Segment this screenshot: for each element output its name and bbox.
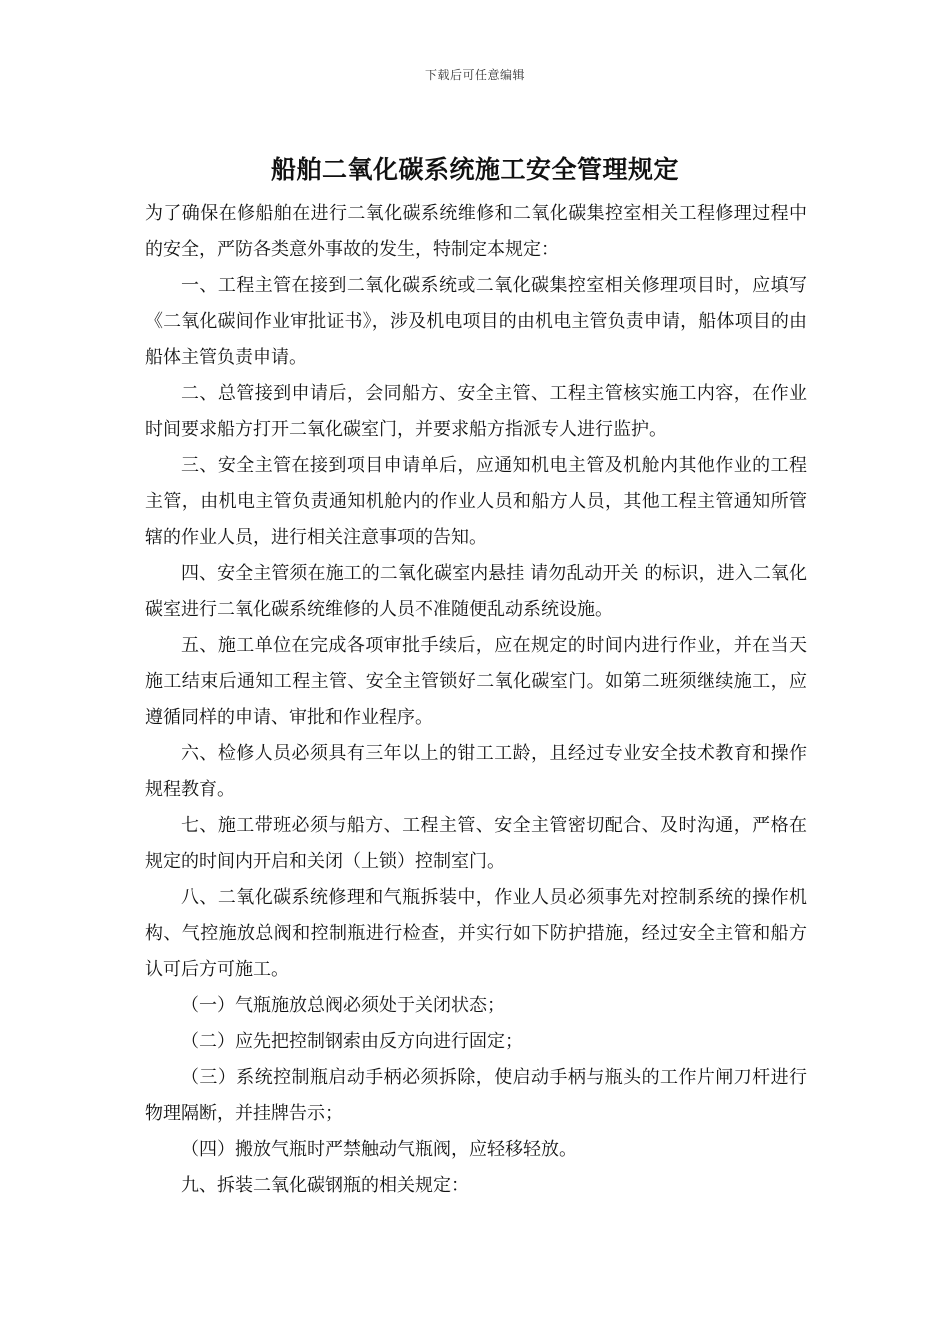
- sub-item-3: （三）系统控制瓶启动手柄必须拆除，使启动手柄与瓶头的工作片闸刀杆进行物理隔断，并挂牌告示；: [145, 1067, 807, 1124]
- clause-6: 六、检修人员必须具有三年以上的钳工工龄，且经过专业安全技术教育和操作规程教育。: [145, 743, 807, 800]
- document-body: [145, 196, 807, 1204]
- sub-item-2: （二）应先把控制钢索由反方向进行固定；: [181, 1031, 523, 1052]
- clause-5: 五、施工单位在完成各项审批手续后，应在规定的时间内进行作业，并在当天施工结束后通知工程主管、安全主管锁好二氧化碳室门。如第二班须继续施工，应遵循同样的申请、审批和作业程序。: [145, 635, 807, 728]
- clause-7: 七、施工带班必须与船方、工程主管、安全主管密切配合、及时沟通，严格在规定的时间内开启和关闭（上锁）控制室门。: [145, 815, 807, 872]
- clause-2: 二、总管接到申请后，会同船方、安全主管、工程主管核实施工内容，在作业时间要求船方打开二氧化碳室门，并要求船方指派专人进行监护。: [145, 383, 807, 440]
- clause-8: 八、二氧化碳系统修理和气瓶拆装中，作业人员必须事先对控制系统的操作机构、气控施放总阀和控制瓶进行检查，并实行如下防护措施，经过安全主管和船方认可后方可施工。: [145, 887, 807, 980]
- document-title: 船舶二氧化碳系统施工安全管理规定: [270, 155, 679, 184]
- header-note: 下载后可任意编辑: [424, 68, 525, 82]
- sub-item-4: （四）搬放气瓶时严禁触动气瓶阀，应轻移轻放。: [181, 1139, 577, 1160]
- sub-item-1: （一）气瓶施放总阀必须处于关闭状态；: [181, 995, 505, 1016]
- clause-3: 三、安全主管在接到项目申请单后，应通知机电主管及机舱内其他作业的工程主管，由机电主管负责通知机舱内的作业人员和船方人员，其他工程主管通知所管辖的作业人员，进行相关注意事项的告知。: [145, 455, 807, 548]
- intro-paragraph: 为了确保在修船舶在进行二氧化碳系统维修和二氧化碳集控室相关工程修理过程中的安全，严防各类意外事故的发生，特制定本规定：: [145, 203, 807, 260]
- clause-9: 九、拆装二氧化碳钢瓶的相关规定：: [181, 1175, 469, 1196]
- clause-1: 一、工程主管在接到二氧化碳系统或二氧化碳集控室相关修理项目时，应填写《二氧化碳间作业审批证书》，涉及机电项目的由机电主管负责申请，船体项目的由船体主管负责申请。: [145, 275, 807, 368]
- clause-4: 四、安全主管须在施工的二氧化碳室内悬挂 请勿乱动开关 的标识，进入二氧化碳室进行二氧化碳系统维修的人员不准随便乱动系统设施。: [145, 563, 807, 620]
